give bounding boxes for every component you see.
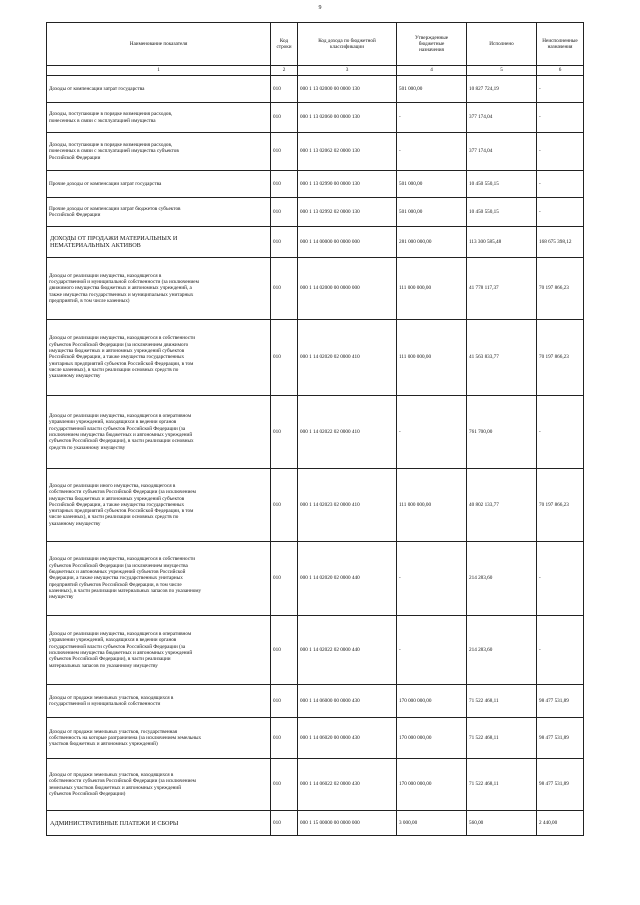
executed-amount-cell: 41 563 833,77 xyxy=(467,320,537,396)
income-code-cell: 000 1 14 02022 02 0000 440 xyxy=(298,616,397,685)
line-code-cell: 010 xyxy=(271,133,298,171)
executed-amount-cell: 40 802 133,77 xyxy=(467,469,537,542)
header-executed: Исполнено xyxy=(467,23,537,66)
line-code-cell: 010 xyxy=(271,759,298,811)
approved-amount-cell: - xyxy=(397,103,467,133)
unexecuted-amount-cell: 98 477 531,89 xyxy=(537,759,584,811)
executed-amount-cell: 41 778 117,37 xyxy=(467,258,537,320)
table-row xyxy=(47,171,584,198)
executed-amount-cell: 71 522 468,11 xyxy=(467,759,537,811)
column-number: 4 xyxy=(397,66,467,76)
approved-amount-cell: 3 000,00 xyxy=(397,811,467,836)
executed-amount-cell: 214 283,60 xyxy=(467,542,537,616)
table-row xyxy=(47,320,584,396)
indicator-name-cell: Доходы от реализации иного имущества, находящегося в собственности субъектов Российской Федерации (за исключением имущества бюджетных и автономных учреждений субъектов Российской Федерации, а также имущества государственных унитарных предприятий субъектов Российской Федерации, в том числе казенных), в части реализации основных средств по указанному имуществу xyxy=(47,469,271,542)
table-row xyxy=(47,198,584,227)
approved-amount-cell: 281 000 000,00 xyxy=(397,227,467,258)
line-code-cell: 010 xyxy=(271,320,298,396)
executed-amount-cell: 560,00 xyxy=(467,811,537,836)
approved-amount-cell: 111 000 000,00 xyxy=(397,469,467,542)
approved-amount-cell: 111 000 000,00 xyxy=(397,320,467,396)
unexecuted-amount-cell: - xyxy=(537,542,584,616)
income-code-cell: 000 1 14 02023 02 0000 410 xyxy=(298,469,397,542)
executed-amount-cell: 377 174,04 xyxy=(467,133,537,171)
indicator-name-cell: Доходы от реализации имущества, находящегося в оперативном управлении учреждений, находящихся в ведении органов государственной власти субъектов Российской Федерации (за исключением имущества бюджетных и автономных учреждений субъектов Российской Федерации), в части реализации материальных запасов по указанному имуществу xyxy=(47,616,271,685)
unexecuted-amount-cell: 98 477 531,89 xyxy=(537,685,584,718)
indicator-name-cell: Доходы от продажи земельных участков, находящихся в государственной и муниципальной собственности xyxy=(47,685,271,718)
column-number: 3 xyxy=(298,66,397,76)
unexecuted-amount-cell: 2 440,00 xyxy=(537,811,584,836)
column-number-row xyxy=(47,66,584,76)
unexecuted-amount-cell: - xyxy=(537,76,584,103)
indicator-name-cell: Прочие доходы от компенсации затрат государства xyxy=(47,171,271,198)
column-number: 6 xyxy=(537,66,584,76)
approved-amount-cell: 501 000,00 xyxy=(397,171,467,198)
indicator-name-cell: Доходы, поступающие в порядке возмещения расходов, понесенных в связи с эксплуатацией имущества xyxy=(47,103,271,133)
approved-amount-cell: 501 000,00 xyxy=(397,76,467,103)
header-line-code: Код строки xyxy=(271,23,298,66)
indicator-name-cell: Доходы от реализации имущества, находящегося в собственности субъектов Российской Федерации (за исключением имущества бюджетных и автономных учреждений субъектов Российской Федерации, а также имущества государственных унитарных предприятий субъектов Российской Федерации, в том числе казенных), в части реализации материальных запасов по указанному имуществу xyxy=(47,542,271,616)
executed-amount-cell: 71 522 468,11 xyxy=(467,685,537,718)
income-code-cell: 000 1 14 02000 00 0000 000 xyxy=(298,258,397,320)
approved-amount-cell: - xyxy=(397,396,467,469)
unexecuted-amount-cell: - xyxy=(537,198,584,227)
indicator-name-cell: Доходы от продажи земельных участков, государственная собственность на которые разграничена (за исключением земельных участков бюджетных и автономных учреждений) xyxy=(47,718,271,759)
indicator-name-cell: Доходы, поступающие в порядке возмещения расходов, понесенных в связи с эксплуатацией имущества субъектов Российской Федерации xyxy=(47,133,271,171)
table-row xyxy=(47,685,584,718)
unexecuted-amount-cell: 70 197 866,23 xyxy=(537,258,584,320)
line-code-cell: 010 xyxy=(271,469,298,542)
income-code-cell: 000 1 14 06020 00 0000 430 xyxy=(298,718,397,759)
indicator-name-cell: АДМИНИСТРАТИВНЫЕ ПЛАТЕЖИ И СБОРЫ xyxy=(47,811,271,836)
income-code-cell: 000 1 13 02990 00 0000 130 xyxy=(298,171,397,198)
table-row xyxy=(47,258,584,320)
approved-amount-cell: 501 000,00 xyxy=(397,198,467,227)
approved-amount-cell: 111 000 000,00 xyxy=(397,258,467,320)
approved-amount-cell: - xyxy=(397,616,467,685)
unexecuted-amount-cell: 70 197 866,23 xyxy=(537,469,584,542)
executed-amount-cell: 10 450 550,15 xyxy=(467,171,537,198)
table-row xyxy=(47,76,584,103)
approved-amount-cell: 170 000 000,00 xyxy=(397,685,467,718)
income-code-cell: 000 1 14 06000 00 0000 430 xyxy=(298,685,397,718)
unexecuted-amount-cell: 168 675 398,12 xyxy=(537,227,584,258)
column-number: 2 xyxy=(271,66,298,76)
unexecuted-amount-cell: 98 477 531,89 xyxy=(537,718,584,759)
table-header-row xyxy=(47,23,584,66)
unexecuted-amount-cell: - xyxy=(537,171,584,198)
line-code-cell: 010 xyxy=(271,258,298,320)
indicator-name-cell: Доходы от компенсации затрат государства xyxy=(47,76,271,103)
table-row xyxy=(47,811,584,836)
income-code-cell: 000 1 13 02062 02 0000 130 xyxy=(298,133,397,171)
indicator-name-cell: Прочие доходы от компенсации затрат бюджетов субъектов Российской Федерации xyxy=(47,198,271,227)
page-number: 9 xyxy=(318,5,322,11)
header-approved: Утвержденные бюджетные назначения xyxy=(397,23,467,66)
executed-amount-cell: 214 283,60 xyxy=(467,616,537,685)
table-row xyxy=(47,396,584,469)
line-code-cell: 010 xyxy=(271,396,298,469)
unexecuted-amount-cell: 70 197 866,23 xyxy=(537,320,584,396)
header-indicator-name: Наименование показателя xyxy=(47,23,271,66)
line-code-cell: 010 xyxy=(271,171,298,198)
header-unexecuted: Неисполненные назначения xyxy=(537,23,584,66)
unexecuted-amount-cell: - xyxy=(537,616,584,685)
income-code-cell: 000 1 13 02992 02 0000 130 xyxy=(298,198,397,227)
indicator-name-cell: ДОХОДЫ ОТ ПРОДАЖИ МАТЕРИАЛЬНЫХ И НЕМАТЕРИАЛЬНЫХ АКТИВОВ xyxy=(47,227,271,258)
indicator-name-cell: Доходы от реализации имущества, находящегося в собственности субъектов Российской Федерации (за исключением движимого имущества бюджетных и автономных учреждений субъектов Российской Федерации, а также имущества государственных унитарных предприятий субъектов Российской Федерации, в том числе казенных), в части реализации основных средств по указанному имуществу xyxy=(47,320,271,396)
approved-amount-cell: - xyxy=(397,542,467,616)
line-code-cell: 010 xyxy=(271,811,298,836)
unexecuted-amount-cell: - xyxy=(537,103,584,133)
table-row xyxy=(47,103,584,133)
table-row xyxy=(47,616,584,685)
income-code-cell: 000 1 13 02000 00 0000 130 xyxy=(298,76,397,103)
table-row xyxy=(47,718,584,759)
line-code-cell: 010 xyxy=(271,685,298,718)
table-row xyxy=(47,542,584,616)
income-code-cell: 000 1 14 02020 02 0000 440 xyxy=(298,542,397,616)
income-code-cell: 000 1 14 02022 02 0000 410 xyxy=(298,396,397,469)
column-number: 5 xyxy=(467,66,537,76)
indicator-name-cell: Доходы от продажи земельных участков, находящихся в собственности субъектов Российской Федерации (за исключением земельных участков бюджетных и автономных учреждений субъектов Российской Федерации) xyxy=(47,759,271,811)
approved-amount-cell: - xyxy=(397,133,467,171)
income-code-cell: 000 1 14 02020 02 0000 410 xyxy=(298,320,397,396)
line-code-cell: 010 xyxy=(271,718,298,759)
executed-amount-cell: 113 300 585,48 xyxy=(467,227,537,258)
line-code-cell: 010 xyxy=(271,227,298,258)
approved-amount-cell: 170 000 000,00 xyxy=(397,718,467,759)
executed-amount-cell: 10 827 724,19 xyxy=(467,76,537,103)
executed-amount-cell: 71 522 468,11 xyxy=(467,718,537,759)
executed-amount-cell: 377 174,04 xyxy=(467,103,537,133)
executed-amount-cell: 761 700,00 xyxy=(467,396,537,469)
line-code-cell: 010 xyxy=(271,198,298,227)
line-code-cell: 010 xyxy=(271,542,298,616)
table-row xyxy=(47,759,584,811)
table-row xyxy=(47,133,584,171)
income-code-cell: 000 1 14 00000 00 0000 000 xyxy=(298,227,397,258)
approved-amount-cell: 170 000 000,00 xyxy=(397,759,467,811)
indicator-name-cell: Доходы от реализации имущества, находящегося в государственной и муниципальной собственности (за исключением движимого имущества бюджетных и автономных учреждений, а также имущества государственных и муниципальных унитарных предприятий, в том числе казенных) xyxy=(47,258,271,320)
income-code-cell: 000 1 14 06022 02 0000 430 xyxy=(298,759,397,811)
column-number: 1 xyxy=(47,66,271,76)
header-income-code: Код дохода по бюджетной классификации xyxy=(298,23,397,66)
unexecuted-amount-cell: - xyxy=(537,133,584,171)
table-row xyxy=(47,469,584,542)
table-body xyxy=(47,76,584,836)
line-code-cell: 010 xyxy=(271,76,298,103)
income-code-cell: 000 1 15 00000 00 0000 000 xyxy=(298,811,397,836)
unexecuted-amount-cell: - xyxy=(537,396,584,469)
line-code-cell: 010 xyxy=(271,616,298,685)
indicator-name-cell: Доходы от реализации имущества, находящегося в оперативном управлении учреждений, находящихся в ведении органов государственной власти субъектов Российской Федерации (за исключением имущества бюджетных и автономных учреждений субъектов Российской Федерации), в части реализации основных средств по указанному имуществу xyxy=(47,396,271,469)
income-code-cell: 000 1 13 02060 00 0000 130 xyxy=(298,103,397,133)
line-code-cell: 010 xyxy=(271,103,298,133)
executed-amount-cell: 10 450 550,15 xyxy=(467,198,537,227)
table-row xyxy=(47,227,584,258)
budget-execution-table xyxy=(46,22,584,836)
